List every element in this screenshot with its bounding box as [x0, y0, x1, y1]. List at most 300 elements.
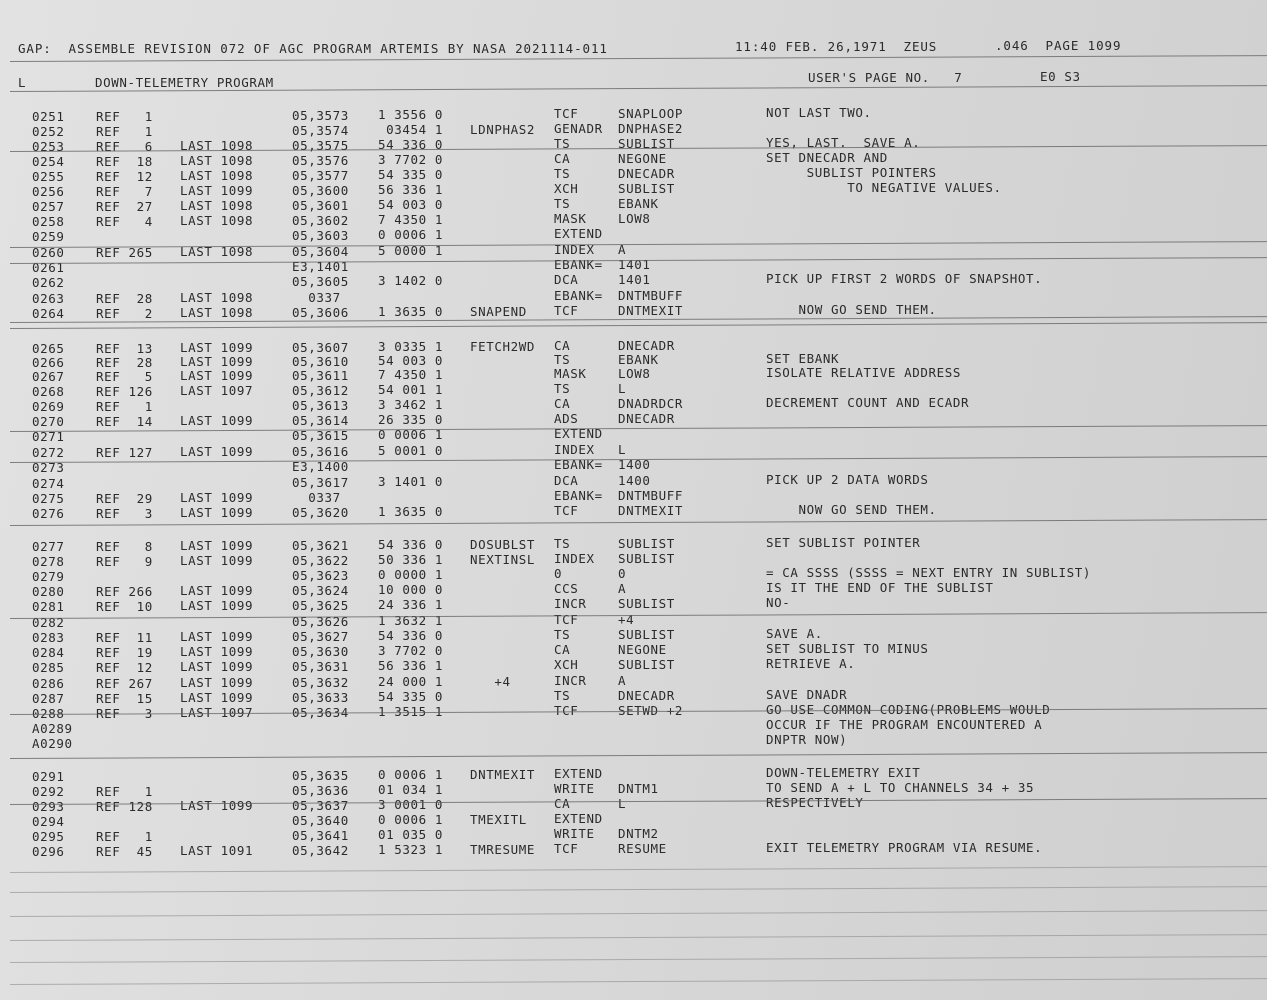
listing-ref-count: REF 1	[96, 398, 153, 414]
ruled-line	[10, 752, 1267, 759]
listing-line-number: 0278	[32, 553, 65, 569]
header-code: E0 S3	[1040, 69, 1081, 84]
listing-octal-code: 3 1401 0	[378, 474, 444, 490]
listing-ref-count: REF 4	[96, 213, 153, 229]
listing-address: 0337	[292, 289, 341, 305]
listing-last-page-ref: LAST 1099	[180, 690, 254, 706]
listing-ref-count: REF 9	[96, 553, 153, 569]
listing-octal-code: 56 336 1	[378, 658, 444, 674]
listing-last-page-ref: LAST 1098	[180, 244, 254, 260]
listing-operand: A	[618, 581, 627, 597]
listing-address: 05,3602	[292, 212, 349, 228]
listing-octal-code: 0 0006 1	[378, 767, 444, 783]
listing-octal-code: 3 0335 1	[378, 339, 444, 355]
listing-opcode: TS	[554, 381, 571, 397]
listing-operand: 1401	[618, 272, 651, 288]
listing-address: 05,3603	[292, 227, 349, 243]
listing-line-number: 0264	[32, 305, 65, 321]
listing-comment: NOW GO SEND THEM.	[766, 502, 937, 518]
program-title: DOWN-TELEMETRY PROGRAM	[95, 75, 274, 90]
header-timestamp: 11:40 FEB. 26,1971 ZEUS	[735, 39, 938, 54]
listing-address: 05,3633	[292, 689, 349, 705]
listing-opcode: TCF	[554, 612, 579, 628]
listing-opcode: EXTEND	[554, 766, 603, 782]
listing-address: 0337	[292, 489, 341, 505]
listing-ref-count: REF 3	[96, 505, 153, 521]
listing-opcode: EBANK=	[554, 457, 603, 473]
listing-ref-count: REF 19	[96, 644, 153, 660]
listing-comment: DECREMENT COUNT AND ECADR	[766, 395, 970, 411]
listing-opcode: TS	[554, 536, 571, 552]
listing-comment: ISOLATE RELATIVE ADDRESS	[766, 365, 962, 381]
listing-symbol-label: DOSUBLST	[470, 536, 536, 552]
listing-octal-code: 54 336 0	[378, 137, 444, 153]
ruled-line	[10, 55, 1267, 62]
listing-ref-count: REF 29	[96, 490, 153, 506]
listing-octal-code: 0 0006 1	[378, 427, 444, 443]
listing-line-number: 0284	[32, 644, 65, 660]
listing-line-number: 0269	[32, 398, 65, 414]
listing-comment: YES, LAST. SAVE A.	[766, 135, 921, 151]
listing-address: 05,3604	[292, 243, 349, 259]
listing-address: 05,3624	[292, 582, 349, 598]
listing-address: 05,3637	[292, 797, 349, 813]
listing-last-page-ref: LAST 1099	[180, 598, 254, 614]
listing-operand: DNECADR	[618, 411, 675, 427]
listing-symbol-label: LDNPHAS2	[470, 121, 536, 137]
listing-address: 05,3634	[292, 704, 349, 720]
listing-octal-code: 54 335 0	[378, 167, 444, 183]
listing-ref-count: REF 127	[96, 444, 153, 460]
listing-address: 05,3610	[292, 353, 349, 369]
listing-address: 05,3605	[292, 273, 349, 289]
listing-last-page-ref: LAST 1098	[180, 198, 254, 214]
listing-ref-count: REF 7	[96, 183, 153, 199]
listing-opcode: EBANK=	[554, 488, 603, 504]
listing-operand: L	[618, 381, 627, 397]
listing-operand: DNPHASE2	[618, 121, 684, 137]
listing-ref-count: REF 14	[96, 413, 153, 429]
listing-last-page-ref: LAST 1091	[180, 843, 254, 859]
listing-operand: A	[618, 242, 627, 258]
listing-address: 05,3611	[292, 367, 349, 383]
listing-last-page-ref: LAST 1099	[180, 340, 254, 356]
listing-opcode: CA	[554, 151, 571, 167]
listing-last-page-ref: LAST 1097	[180, 383, 254, 399]
listing-last-page-ref: LAST 1099	[180, 183, 254, 199]
listing-opcode: WRITE	[554, 826, 595, 842]
listing-last-page-ref: LAST 1098	[180, 168, 254, 184]
listing-opcode: CCS	[554, 581, 579, 597]
listing-operand: DNTMBUFF	[618, 288, 684, 304]
ruled-line	[10, 866, 1267, 873]
listing-operand: EBANK	[618, 352, 659, 368]
listing-opcode: CA	[554, 796, 571, 812]
listing-symbol-label: DNTMEXIT	[470, 766, 536, 782]
listing-operand: DNECADR	[618, 688, 675, 704]
listing-ref-count: REF 2	[96, 305, 153, 321]
listing-symbol-label: FETCH2WD	[470, 338, 536, 354]
listing-octal-code: 54 003 0	[378, 353, 444, 369]
listing-octal-code: 1 3515 1	[378, 704, 444, 720]
listing-opcode: MASK	[554, 211, 587, 227]
ruled-line	[10, 910, 1267, 917]
listing-octal-code: 10 000 0	[378, 582, 444, 598]
listing-address: E3,1400	[292, 458, 349, 474]
listing-comment: RESPECTIVELY	[766, 795, 864, 811]
listing-line-number: 0260	[32, 244, 65, 260]
ruled-line	[10, 978, 1267, 985]
listing-last-page-ref: LAST 1098	[180, 213, 254, 229]
listing-ref-count: REF 1	[96, 828, 153, 844]
users-page-number: USER'S PAGE NO. 7	[808, 70, 963, 85]
listing-ref-count: REF 27	[96, 198, 153, 214]
listing-ref-count: REF 28	[96, 290, 153, 306]
listing-line-number: A0289	[32, 720, 73, 736]
listing-octal-code: 01 034 1	[378, 782, 444, 798]
listing-octal-code: 3 3462 1	[378, 397, 444, 413]
listing-line-number: 0277	[32, 538, 65, 554]
listing-octal-code: 03454 1	[378, 122, 444, 138]
ruled-line	[10, 886, 1267, 893]
listing-ref-count: REF 126	[96, 383, 153, 399]
listing-opcode: CA	[554, 338, 571, 354]
listing-address: 05,3641	[292, 827, 349, 843]
listing-operand: SETWD +2	[618, 703, 684, 719]
listing-octal-code: 3 1402 0	[378, 273, 444, 289]
listing-opcode: GENADR	[554, 121, 603, 137]
listing-operand: SUBLIST	[618, 536, 675, 552]
listing-ref-count: REF 1	[96, 123, 153, 139]
listing-operand: DNTM1	[618, 781, 659, 797]
listing-line-number: 0256	[32, 183, 65, 199]
listing-comment: EXIT TELEMETRY PROGRAM VIA RESUME.	[766, 840, 1043, 856]
listing-address: 05,3635	[292, 767, 349, 783]
listing-opcode: TS	[554, 166, 571, 182]
listing-ref-count: REF 18	[96, 153, 153, 169]
listing-opcode: EXTEND	[554, 226, 603, 242]
listing-symbol-label: TMRESUME	[470, 841, 536, 857]
listing-comment: TO SEND A + L TO CHANNELS 34 + 35	[766, 780, 1035, 796]
header-listing-flag: L	[18, 75, 27, 90]
listing-ref-count: REF 12	[96, 659, 153, 675]
listing-octal-code: 54 336 0	[378, 628, 444, 644]
listing-operand: EBANK	[618, 196, 659, 212]
listing-address: 05,3627	[292, 628, 349, 644]
listing-octal-code: 0 0006 1	[378, 812, 444, 828]
listing-octal-code: 26 335 0	[378, 412, 444, 428]
listing-comment: NOT LAST TWO.	[766, 105, 872, 121]
listing-opcode: INDEX	[554, 551, 595, 567]
listing-ref-count: REF 45	[96, 843, 153, 859]
listing-symbol-label: +4	[470, 673, 511, 689]
listing-octal-code: 24 336 1	[378, 597, 444, 613]
listing-octal-code: 7 4350 1	[378, 212, 444, 228]
listing-address: 05,3576	[292, 152, 349, 168]
listing-ref-count: REF 11	[96, 629, 153, 645]
listing-line-number: A0290	[32, 735, 73, 751]
listing-last-page-ref: LAST 1098	[180, 305, 254, 321]
listing-octal-code: 3 7702 0	[378, 152, 444, 168]
listing-operand: NEGONE	[618, 151, 667, 167]
listing-symbol-label: TMEXITL	[470, 811, 527, 827]
listing-line-number: 0258	[32, 213, 65, 229]
listing-line-number: 0280	[32, 583, 65, 599]
listing-line-number: 0283	[32, 629, 65, 645]
listing-octal-code: 50 336 1	[378, 552, 444, 568]
listing-address: 05,3612	[292, 382, 349, 398]
listing-comment: SET DNECADR AND	[766, 150, 888, 166]
listing-address: 05,3606	[292, 304, 349, 320]
listing-last-page-ref: LAST 1099	[180, 553, 254, 569]
listing-last-page-ref: LAST 1099	[180, 444, 254, 460]
listing-line-number: 0267	[32, 368, 65, 384]
listing-address: E3,1401	[292, 258, 349, 274]
listing-ref-count: REF 13	[96, 340, 153, 356]
listing-line-number: 0262	[32, 274, 65, 290]
listing-last-page-ref: LAST 1098	[180, 290, 254, 306]
listing-line-number: 0253	[32, 138, 65, 154]
listing-octal-code: 5 0000 1	[378, 243, 444, 259]
listing-line-number: 0292	[32, 783, 65, 799]
listing-comment: GO USE COMMON CODING(PROBLEMS WOULD	[766, 702, 1051, 718]
listing-address: 05,3625	[292, 597, 349, 613]
listing-symbol-label: NEXTINSL	[470, 551, 536, 567]
ruled-line	[10, 934, 1267, 941]
listing-octal-code: 1 3635 0	[378, 504, 444, 520]
listing-address: 05,3630	[292, 643, 349, 659]
listing-line-number: 0261	[32, 259, 65, 275]
listing-ref-count: REF 8	[96, 538, 153, 554]
listing-address: 05,3620	[292, 504, 349, 520]
listing-last-page-ref: LAST 1099	[180, 675, 254, 691]
listing-opcode: TCF	[554, 303, 579, 319]
listing-line-number: 0276	[32, 505, 65, 521]
listing-last-page-ref: LAST 1097	[180, 705, 254, 721]
listing-opcode: EBANK=	[554, 288, 603, 304]
listing-operand: SUBLIST	[618, 657, 675, 673]
listing-last-page-ref: LAST 1099	[180, 798, 254, 814]
listing-opcode: EXTEND	[554, 426, 603, 442]
listing-ref-count: REF 15	[96, 690, 153, 706]
listing-opcode: 0	[554, 566, 563, 582]
listing-comment: SUBLIST POINTERS	[766, 165, 937, 181]
listing-comment: IS IT THE END OF THE SUBLIST	[766, 580, 994, 596]
listing-opcode: TCF	[554, 841, 579, 857]
listing-ref-count: REF 1	[96, 108, 153, 124]
listing-address: 05,3622	[292, 552, 349, 568]
listing-ref-count: REF 28	[96, 354, 153, 370]
listing-operand: SUBLIST	[618, 181, 675, 197]
listing-comment: OCCUR IF THE PROGRAM ENCOUNTERED A	[766, 717, 1043, 733]
listing-operand: 0	[618, 566, 627, 582]
listing-ref-count: REF 5	[96, 368, 153, 384]
listing-line-number: 0282	[32, 614, 65, 630]
listing-address: 05,3621	[292, 537, 349, 553]
listing-address: 05,3626	[292, 613, 349, 629]
listing-address: 05,3617	[292, 474, 349, 490]
listing-opcode: INCR	[554, 596, 587, 612]
listing-comment: SET SUBLIST TO MINUS	[766, 641, 929, 657]
listing-octal-code: 0 0006 1	[378, 227, 444, 243]
listing-octal-code: 3 0001 0	[378, 797, 444, 813]
listing-last-page-ref: LAST 1099	[180, 583, 254, 599]
listing-comment: PICK UP 2 DATA WORDS	[766, 472, 929, 488]
listing-ref-count: REF 12	[96, 168, 153, 184]
listing-last-page-ref: LAST 1099	[180, 629, 254, 645]
listing-opcode: EBANK=	[554, 257, 603, 273]
listing-address: 05,3616	[292, 443, 349, 459]
listing-operand: LOW8	[618, 211, 651, 227]
listing-octal-code: 0 0000 1	[378, 567, 444, 583]
listing-address: 05,3636	[292, 782, 349, 798]
listing-comment: = CA SSSS (SSSS = NEXT ENTRY IN SUBLIST)	[766, 565, 1092, 581]
listing-line-number: 0252	[32, 123, 65, 139]
listing-comment: SAVE DNADR	[766, 687, 848, 703]
listing-last-page-ref: LAST 1098	[180, 138, 254, 154]
listing-operand: RESUME	[618, 841, 667, 857]
listing-ref-count: REF 6	[96, 138, 153, 154]
listing-opcode: XCH	[554, 657, 579, 673]
header-page-number: .046 PAGE 1099	[995, 38, 1122, 53]
listing-opcode: DCA	[554, 473, 579, 489]
listing-operand: DNTM2	[618, 826, 659, 842]
listing-operand: LOW8	[618, 366, 651, 382]
listing-line-number: 0257	[32, 198, 65, 214]
listing-octal-code: 1 3635 0	[378, 304, 444, 320]
listing-address: 05,3575	[292, 137, 349, 153]
listing-address: 05,3573	[292, 107, 349, 123]
listing-line-number: 0273	[32, 459, 65, 475]
listing-operand: A	[618, 673, 627, 689]
listing-comment: SET EBANK	[766, 351, 840, 367]
listing-address: 05,3642	[292, 842, 349, 858]
listing-address: 05,3600	[292, 182, 349, 198]
listing-line-number: 0296	[32, 843, 65, 859]
listing-line-number: 0295	[32, 828, 65, 844]
listing-line-number: 0251	[32, 108, 65, 124]
listing-octal-code: 3 7702 0	[378, 643, 444, 659]
listing-address: 05,3632	[292, 674, 349, 690]
listing-operand: SNAPLOOP	[618, 106, 684, 122]
listing-line-number: 0266	[32, 354, 65, 370]
listing-line-number: 0274	[32, 475, 65, 491]
listing-octal-code: 01 035 0	[378, 827, 444, 843]
listing-operand: 1400	[618, 457, 651, 473]
listing-opcode: CA	[554, 642, 571, 658]
listing-operand: L	[618, 442, 627, 458]
listing-address: 05,3614	[292, 412, 349, 428]
listing-ref-count: REF 267	[96, 675, 153, 691]
listing-comment: DOWN-TELEMETRY EXIT	[766, 765, 921, 781]
listing-operand: L	[618, 796, 627, 812]
listing-comment: NO-	[766, 595, 791, 611]
listing-line-number: 0270	[32, 413, 65, 429]
listing-opcode: TCF	[554, 703, 579, 719]
listing-operand: DNTMBUFF	[618, 488, 684, 504]
listing-opcode: TS	[554, 352, 571, 368]
listing-octal-code: 56 336 1	[378, 182, 444, 198]
listing-opcode: INCR	[554, 673, 587, 689]
header-assembly-line: GAP: ASSEMBLE REVISION 072 OF AGC PROGRAM ARTEMIS BY NASA 2021114-011	[18, 41, 608, 56]
listing-opcode: INDEX	[554, 242, 595, 258]
listing-opcode: TCF	[554, 503, 579, 519]
listing-line-number: 0286	[32, 675, 65, 691]
listing-line-number: 0285	[32, 659, 65, 675]
listing-opcode: ADS	[554, 411, 579, 427]
listing-address: 05,3623	[292, 567, 349, 583]
listing-line-number: 0271	[32, 428, 65, 444]
listing-octal-code: 24 000 1	[378, 674, 444, 690]
listing-line-number: 0268	[32, 383, 65, 399]
listing-opcode: INDEX	[554, 442, 595, 458]
listing-line-number: 0287	[32, 690, 65, 706]
listing-last-page-ref: LAST 1099	[180, 659, 254, 675]
listing-comment: SAVE A.	[766, 626, 823, 642]
listing-opcode: XCH	[554, 181, 579, 197]
listing-address: 05,3640	[292, 812, 349, 828]
listing-comment: NOW GO SEND THEM.	[766, 302, 937, 318]
listing-octal-code: 54 336 0	[378, 537, 444, 553]
listing-last-page-ref: LAST 1099	[180, 490, 254, 506]
listing-opcode: MASK	[554, 366, 587, 382]
listing-operand: SUBLIST	[618, 136, 675, 152]
listing-operand: SUBLIST	[618, 551, 675, 567]
listing-opcode: TS	[554, 688, 571, 704]
listing-operand: DNTMEXIT	[618, 303, 684, 319]
listing-line-number: 0255	[32, 168, 65, 184]
listing-ref-count: REF 10	[96, 598, 153, 614]
listing-octal-code: 5 0001 0	[378, 443, 444, 459]
listing-octal-code: 7 4350 1	[378, 367, 444, 383]
listing-comment: DNPTR NOW)	[766, 732, 848, 748]
listing-octal-code: 1 3556 0	[378, 107, 444, 123]
ruled-line	[10, 956, 1267, 963]
listing-last-page-ref: LAST 1099	[180, 413, 254, 429]
listing-line-number: 0259	[32, 228, 65, 244]
listing-opcode: EXTEND	[554, 811, 603, 827]
listing-line-number: 0294	[32, 813, 65, 829]
listing-line-number: 0254	[32, 153, 65, 169]
listing-last-page-ref: LAST 1099	[180, 368, 254, 384]
listing-comment: TO NEGATIVE VALUES.	[766, 180, 1002, 196]
listing-line-number: 0288	[32, 705, 65, 721]
listing-line-number: 0265	[32, 340, 65, 356]
listing-opcode: TS	[554, 627, 571, 643]
listing-ref-count: REF 3	[96, 705, 153, 721]
listing-last-page-ref: LAST 1099	[180, 354, 254, 370]
listing-operand: DNTMEXIT	[618, 503, 684, 519]
listing-line-number: 0279	[32, 568, 65, 584]
listing-operand: DNADRDCR	[618, 396, 684, 412]
listing-comment: RETRIEVE A.	[766, 656, 856, 672]
listing-ref-count: REF 266	[96, 583, 153, 599]
listing-ref-count: REF 128	[96, 798, 153, 814]
listing-line-number: 0293	[32, 798, 65, 814]
listing-address: 05,3613	[292, 397, 349, 413]
listing-opcode: TS	[554, 196, 571, 212]
listing-line-number: 0275	[32, 490, 65, 506]
listing-octal-code: 54 335 0	[378, 689, 444, 705]
listing-operand: SUBLIST	[618, 627, 675, 643]
listing-address: 05,3601	[292, 197, 349, 213]
listing-last-page-ref: LAST 1099	[180, 505, 254, 521]
listing-ref-count: REF 1	[96, 783, 153, 799]
listing-operand: NEGONE	[618, 642, 667, 658]
listing-operand: 1400	[618, 473, 651, 489]
ruled-line	[10, 322, 1267, 329]
listing-opcode: TS	[554, 136, 571, 152]
